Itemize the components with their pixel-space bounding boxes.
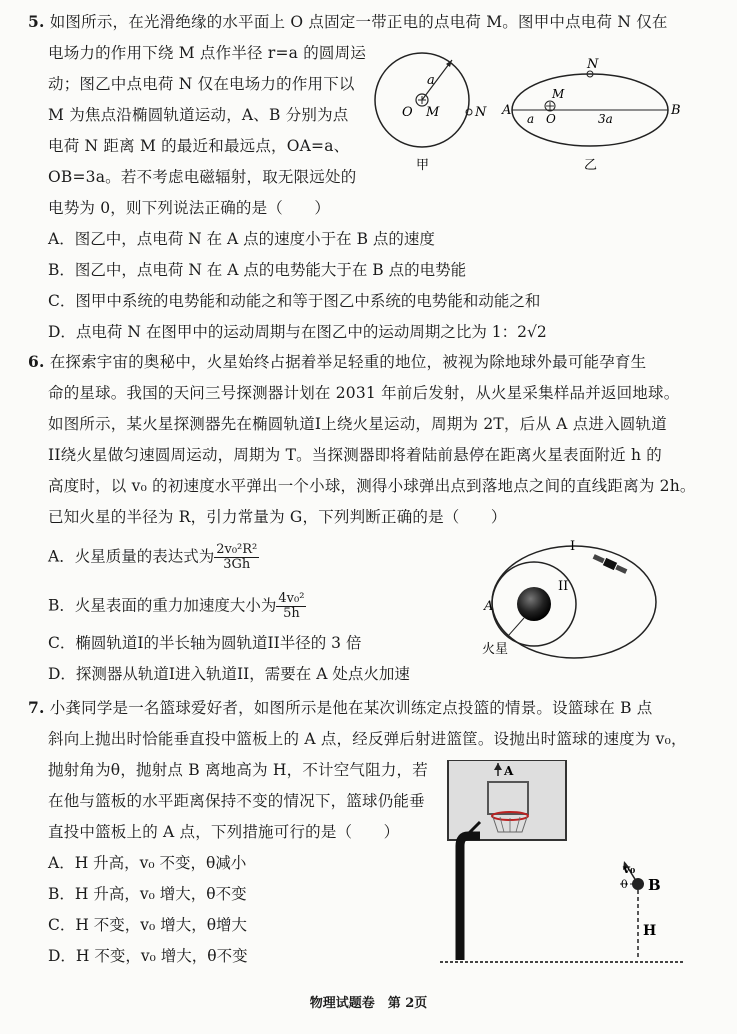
q6-line-6: 已知火星的半径为 R，引力常量为 G，下列判断正确的是（ ） — [48, 508, 507, 526]
fig-yi-o-label: O — [546, 112, 556, 126]
q5-line-5: 电荷 N 距离 M 的最近和最远点，OA=a、 — [48, 137, 350, 155]
q6-option-b-text: B．火星表面的重力加速度大小为 — [48, 596, 277, 615]
q6-option-a-denominator: 3Gh — [223, 557, 251, 572]
point-a-label: A — [484, 599, 494, 614]
q6-line-5: 高度时，以 v₀ 的初速度水平弹出一个小球，测得小球弹出点到落地点之间的直线距离为 2h。 — [48, 477, 696, 495]
fig-yi-caption: 乙 — [584, 158, 598, 173]
q5-text-1: 如图所示，在光滑绝缘的水平面上 O 点固定一带正电的点电荷 M。图甲中点电荷 N 仅在 — [49, 13, 668, 31]
q7-number: 7. — [28, 698, 45, 717]
q7-text-1: 小龚同学是一名篮球爱好者，如图所示是他在某次训练定点投篮的情景。设篮球在 B 点 — [49, 699, 653, 717]
q5-figure-jia — [366, 42, 506, 182]
q6-option-a-numerator: 2v₀²R² — [216, 542, 258, 557]
fig-yi-oa-label: a — [527, 112, 535, 126]
q6-text-1: 在探索宇宙的奥秘中，火星始终占据着举足轻重的地位，被视为除地球外最可能孕育生 — [49, 353, 647, 371]
q5-option-c: C．图甲中系统的电势能和动能之和等于图乙中系统的电势能和动能之和 — [48, 292, 541, 310]
q6-option-b-fraction — [276, 592, 306, 621]
fig-yi-a-label: A — [502, 103, 512, 118]
q6-option-b-numerator: 4v₀² — [278, 591, 305, 606]
orbit-1-label: I — [570, 539, 576, 554]
q7-option-b: B．H 升高，v₀ 增大，θ不变 — [48, 885, 247, 903]
fig-yi-b-label: B — [671, 103, 681, 118]
page-footer: 物理试题卷 第 2页 — [309, 996, 428, 1011]
fig-yi-n-label: N — [587, 57, 599, 72]
fig-b-label: B — [648, 876, 661, 894]
mars-planet — [517, 587, 551, 621]
orbit-2-label: II — [558, 579, 569, 594]
q6-option-b — [48, 592, 306, 621]
q5-line-6: OB=3a。若不考虑电磁辐射，取无限远处的 — [48, 168, 357, 186]
q7-line-5: 直投中篮板上的 A 点，下列措施可行的是（ ） — [48, 823, 400, 841]
fig-jia-m-label: M — [426, 105, 440, 120]
q5-number: 5. — [28, 12, 45, 31]
fig-jia-r-label: a — [427, 73, 435, 88]
q6-option-b-denominator: 5h — [283, 606, 300, 621]
q6-option-d: D．探测器从轨道I进入轨道II，需要在 A 处点火加速 — [48, 665, 410, 683]
q7-line-1 — [28, 698, 652, 718]
q6-option-a — [48, 543, 259, 572]
q5-line-7: 电势为 0，则下列说法正确的是（ ） — [48, 199, 331, 217]
q7-option-d: D．H 不变，v₀ 增大，θ不变 — [48, 947, 248, 965]
q7-line-3: 抛射角为θ，抛射点 B 离地高为 H，不计空气阻力，若 — [48, 761, 428, 779]
q6-figure-orbits — [474, 532, 664, 662]
q7-figure-basketball — [440, 760, 690, 970]
q6-line-2: 命的星球。我国的天问三号探测器计划在 2031 年前后发射，从火星采集样品并返回地球。 — [48, 384, 680, 402]
q7-option-c: C．H 不变，v₀ 增大，θ增大 — [48, 916, 248, 934]
q6-option-a-text: A．火星质量的表达式为 — [48, 547, 215, 566]
q7-line-2: 斜向上抛出时恰能垂直投中篮板上的 A 点，经反弹后射进篮筐。设抛出时篮球的速度为 v₀， — [48, 730, 687, 748]
q5-option-a: A．图乙中，点电荷 N 在 A 点的速度小于在 B 点的速度 — [48, 230, 435, 248]
fig-yi-ob-label: 3a — [598, 112, 613, 126]
q5-line-3: 动；图乙中点电荷 N 仅在电场力的作用下以 — [48, 75, 355, 93]
q6-number: 6. — [28, 352, 45, 371]
fig-jia-o-label: O — [402, 105, 413, 120]
q5-line-4: M 为焦点沿椭圆轨道运动，A、B 分别为点 — [48, 106, 349, 124]
q6-line-3: 如图所示，某火星探测器先在椭圆轨道I上绕火星运动，周期为 2T，后从 A 点进入圆轨道 — [48, 415, 667, 433]
q5-option-b: B．图乙中，点电荷 N 在 A 点的电势能大于在 B 点的电势能 — [48, 261, 467, 279]
fig-jia-n-label: N — [475, 105, 487, 120]
fig-jia-caption: 甲 — [416, 158, 430, 173]
q5-option-d: D．点电荷 N 在图甲中的运动周期与在图乙中的运动周期之比为 1：2√2 — [48, 323, 547, 341]
q6-line-1 — [28, 352, 646, 372]
q5-line-1 — [28, 12, 668, 32]
fig-theta-label: θ — [621, 878, 628, 891]
fig-h-label: H — [643, 923, 657, 939]
fig-v-label: v₀ — [623, 862, 636, 876]
q6-option-a-fraction — [214, 543, 259, 572]
planet-label: 火星 — [482, 642, 509, 657]
q7-option-a: A．H 升高，v₀ 不变，θ减小 — [48, 854, 247, 872]
q5-figure-yi — [500, 52, 690, 182]
q5-line-2: 电场力的作用下绕 M 点作半径 r=a 的圆周运 — [48, 44, 367, 62]
fig-a-label: A — [504, 764, 514, 778]
q7-line-4: 在他与篮板的水平距离保持不变的情况下，篮球仍能垂 — [48, 792, 425, 810]
q6-option-c: C．椭圆轨道I的半长轴为圆轨道II半径的 3 倍 — [48, 634, 362, 652]
q6-line-4: II绕火星做匀速圆周运动，周期为 T。当探测器即将着陆前悬停在距离火星表面附近 h 的 — [48, 446, 662, 464]
fig-yi-m-label: M — [552, 87, 565, 101]
